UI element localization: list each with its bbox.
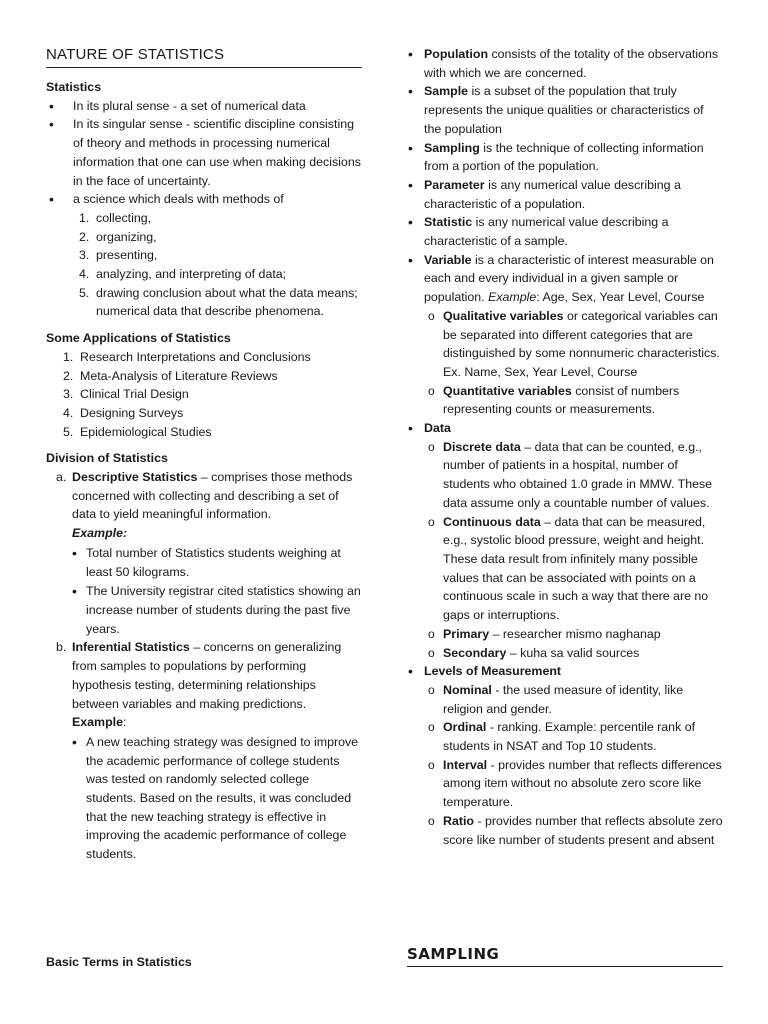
list-item: 3. Clinical Trial Design <box>63 387 189 402</box>
descriptive-statistics-item: a. Descriptive Statistics – comprises those methods concerned with collecting and describing a set of data to yield meaningful information. Example: • Total number of Statistics students weighing at least 50 kilograms. • The University registrar cited statistics showing an increase number of students during the past five years. <box>72 468 362 638</box>
page-title: NATURE OF STATISTICS <box>46 45 362 68</box>
list-item: • In its singular sense - scientific discipline consisting of theory and methods in processing numerical information that one can use when making decisions in the face of uncertainty. <box>46 115 362 190</box>
list-item: 1. collecting, <box>79 210 152 225</box>
list-item: • Parameter is any numerical value describing a characteristic of a population. <box>408 176 723 213</box>
list-item: o Discrete data – data that can be counted, e.g., number of patients in a hospital, number of students who obtained 1.0 grade in MMW. These data assume only a countable number of values. <box>428 438 723 513</box>
statistics-heading: Statistics <box>46 80 102 94</box>
right-column <box>408 45 723 849</box>
basic-terms-heading: Basic Terms in Statistics <box>46 955 192 969</box>
methods-list <box>73 209 362 321</box>
list-item: • In its plural sense - a set of numerical data <box>46 97 362 116</box>
list-item: 4. Designing Surveys <box>63 405 184 420</box>
list-item: o Secondary – kuha sa valid sources <box>428 644 723 663</box>
list-item: o Continuous data – data that can be measured, e.g., systolic blood pressure, weight and height. These data result from infinitely many possible values that can be associated with points on a continuous scale in such a way that there are no gaps or interruptions. <box>428 513 723 625</box>
list-item: 5. drawing conclusion about what the data means; numerical data that describe phenomena. <box>79 285 358 319</box>
list-item: o Primary – researcher mismo naghanap <box>428 625 723 644</box>
levels-of-measurement-item: • Levels of Measurement o Nominal - the used measure of identity, like religion and gender. o Ordinal - ranking. Example: percentile rank of students in NSAT and Top 10 students. o Interval - provides number that reflects differences among item without no absolute zero score like temperature. o Ratio - provides number that reflects absolute zero score like number of students present and absent <box>408 662 723 849</box>
example-label: Example <box>72 715 123 730</box>
example-label: Example: <box>72 526 128 541</box>
list-item: • The University registrar cited statistics showing an increase number of students during the past five years. <box>72 582 362 638</box>
statistics-definition-list <box>46 97 362 321</box>
list-item: o Interval - provides number that reflects differences among item without no absolute zero score like temperature. <box>428 756 723 812</box>
list-item: • Statistic is any numerical value describing a characteristic of a sample. <box>408 213 723 250</box>
list-item: 2. Meta-Analysis of Literature Reviews <box>63 368 278 383</box>
variable-item: • Variable is a characteristic of interest measurable on each and every individual in a given sample or population. Example: Age, Sex, Year Level, Course o Qualitative variables or categorical variables can be separated into different categories that are distinguished by some nonnumeric characteristics. Ex. Name, Sex, Year Level, Course o Quantitative variables consist of numbers representing counts or measurements. <box>408 251 723 419</box>
division-heading: Division of Statistics <box>46 451 168 466</box>
descriptive-examples <box>72 544 362 639</box>
list-item: 5. Epidemiological Studies <box>63 424 212 439</box>
sampling-heading: SAMPLING <box>407 945 723 967</box>
inferential-statistics-item: b. Inferential Statistics – concerns on generalizing from samples to populations by performing hypothesis testing, determining relationships between variables and making predictions. Example: • A new teaching strategy was designed to improve the academic performance of college students was tested on randomly selected college students. Based on the results, it was concluded that the new teaching strategy is effective in improving the academic performance of college students. <box>72 638 362 863</box>
list-item: 2. organizing, <box>79 229 157 244</box>
data-item: • Data o Discrete data – data that can be counted, e.g., number of patients in a hospital, number of students who obtained 1.0 grade in MMW. These data assume only a countable number of values. o Continuous data – data that can be measured, e.g., systolic blood pressure, weight and height. These data result from infinitely many possible values that can be associated with points on a continuous scale in such a way that there are no gaps or interruptions. o Primary – researcher mismo naghanap o Secondary – kuha sa valid sources <box>408 419 723 662</box>
list-item: o Ratio - provides number that reflects absolute zero score like number of students present and absent <box>428 812 723 849</box>
list-item: • Sampling is the technique of collecting information from a portion of the population. <box>408 139 723 176</box>
list-item: 1. Research Interpretations and Conclusions <box>63 349 311 364</box>
applications-list <box>46 348 362 442</box>
left-column <box>46 45 362 864</box>
list-item: o Ordinal - ranking. Example: percentile rank of students in NSAT and Top 10 students. <box>428 718 723 755</box>
levels-list <box>424 681 723 849</box>
list-item: • A new teaching strategy was designed to improve the academic performance of college students was tested on randomly selected college students. Based on the results, it was concluded that the new teaching strategy is effective in improving the academic performance of college students. <box>72 733 362 864</box>
list-item: 3. presenting, <box>79 248 158 263</box>
applications-heading: Some Applications of Statistics <box>46 331 231 346</box>
list-item: • Population consists of the totality of the observations with which we are concerned. <box>408 45 723 82</box>
inferential-examples <box>72 733 362 864</box>
list-item: • Sample is a subset of the population that truly represents the unique qualities or characteristics of the population <box>408 82 723 138</box>
list-item: o Nominal - the used measure of identity, like religion and gender. <box>428 681 723 718</box>
list-item: • Total number of Statistics students weighing at least 50 kilograms. <box>72 544 362 581</box>
terms-list <box>408 45 723 849</box>
list-item: • a science which deals with methods of 1. collecting, 2. organizing, 3. presenting, 4. analyzing, and interpreting of data; 5. drawing conclusion about what the data means; numerical data that describe phenomena. <box>46 190 362 321</box>
list-item: o Qualitative variables or categorical variables can be separated into different categories that are distinguished by some nonnumeric characteristics. Ex. Name, Sex, Year Level, Course <box>428 307 723 382</box>
data-types-list <box>424 438 723 662</box>
list-item: 4. analyzing, and interpreting of data; <box>79 267 287 282</box>
variable-types-list <box>424 307 723 419</box>
division-list <box>46 468 362 864</box>
list-item: o Quantitative variables consist of numbers representing counts or measurements. <box>428 382 723 419</box>
